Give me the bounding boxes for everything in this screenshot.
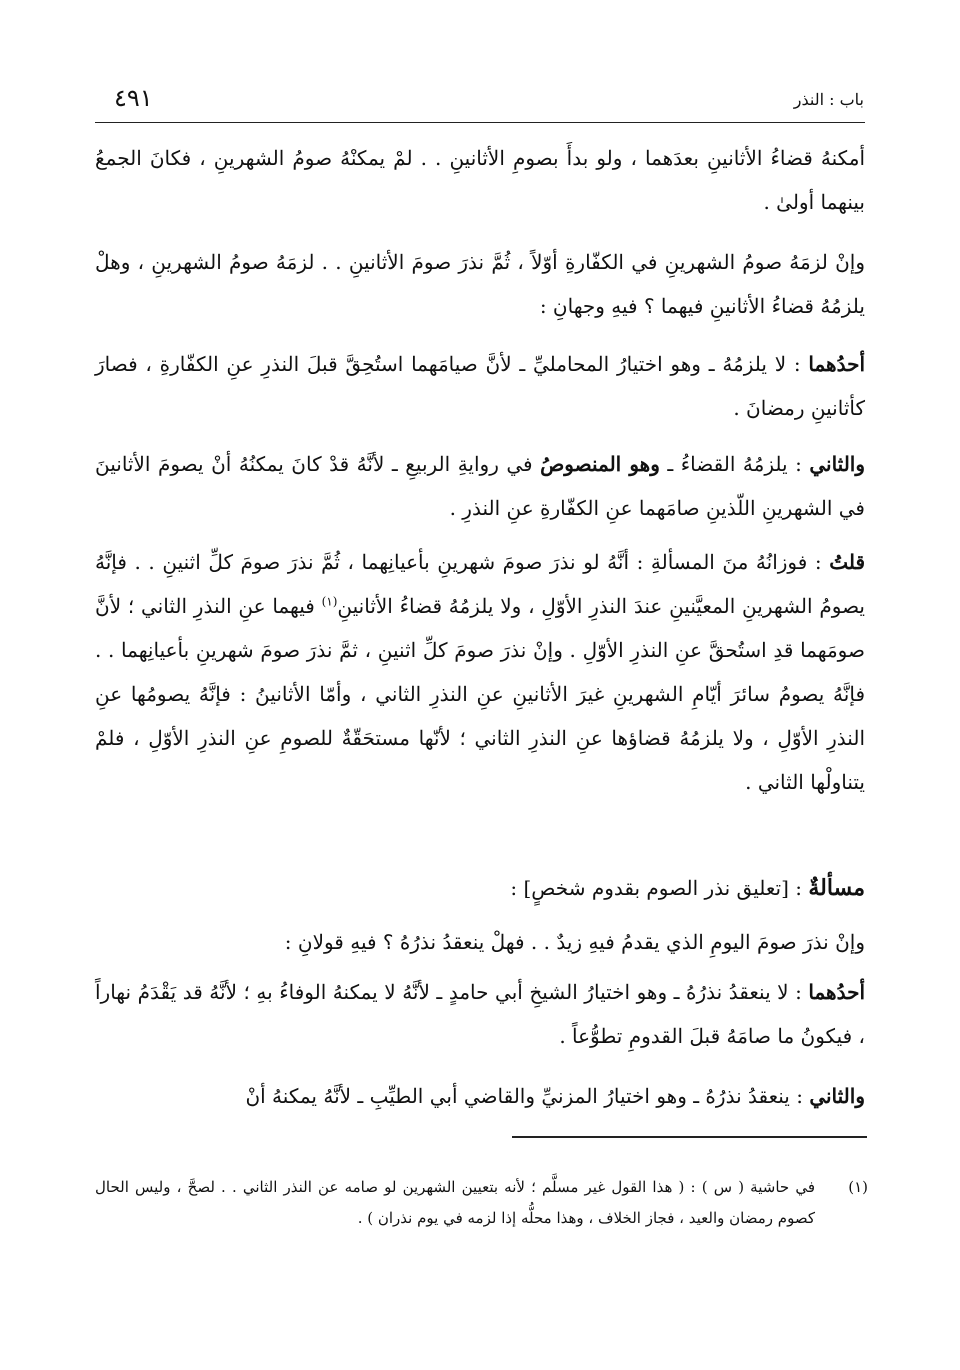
- paragraph-6: [95, 920, 865, 964]
- paragraph-8: [95, 1074, 865, 1118]
- paragraph-text: : يلزمُهُ القضاءُ ـ: [659, 452, 810, 476]
- paragraph-text-continued: في روايةِ الربيعِ ـ لأنَّهُ قدْ كانَ يمكنُهُ أنْ يصومَ الأثانينَ في الشهرينِ اللّذينِ صامَهما عنِ الكفّارةِ عنِ النذرِ .: [95, 452, 865, 520]
- paragraph-1: [95, 136, 865, 224]
- paragraph-text: وإنْ نذرَ صومَ اليومِ الذي يقدمُ فيهِ زيدٌ . . فهلْ ينعقدُ نذرُهُ ؟ فيهِ قولانِ :: [284, 930, 865, 954]
- paragraph-4: [95, 442, 865, 530]
- paragraph-lead: أحدُهما: [808, 980, 865, 1004]
- chapter-heading: باب : النذر: [793, 90, 864, 109]
- header-rule: [95, 122, 865, 123]
- paragraph-lead: أحدُهما: [808, 352, 865, 376]
- footnote-reference[interactable]: (١): [321, 594, 338, 609]
- masala-title: : [تعليق نذر الصوم بقدوم شخصٍ] :: [510, 876, 809, 900]
- masala-heading: [95, 866, 865, 910]
- paragraph-2: [95, 240, 865, 328]
- page-number: ٤٩١: [114, 84, 153, 112]
- paragraph-lead: قلتُ: [829, 550, 866, 574]
- paragraph-5: [95, 540, 865, 804]
- paragraph-lead: والثاني: [809, 452, 866, 476]
- paragraph-text: : لا ينعقدُ نذرُهُ ـ وهو اختيارُ الشيخِ أبي حامدٍ ـ لأنَّهُ لا يمكنهُ الوفاءُ بهِ ؛ لأنَّهُ قد يَقْدَمُ نهاراً ، فيكونُ ما صامَهُ قبلَ القدومِ تطوُّعاً .: [95, 980, 865, 1048]
- paragraph-text: أمكنهُ قضاءُ الأثانينِ بعدَهما ، ولو بدأَ بصومِ الأثانينِ . . لمْ يمكنْهُ صومُ الشهرينِ ، فكانَ الجمعُ بينهما أولىٰ .: [95, 146, 865, 214]
- paragraph-text-continued: فيهما عنِ النذرِ الثاني ؛ لأنَّ صومَهما قدِ استُحقَّ عنِ النذرِ الأوّلِ . وإنْ نذرَ صومَ كلِّ اثنينِ ، ثمَّ نذرَ صومَ شهرينِ بأعيانِهما . . فإنَّهُ يصومُ سائرَ أيّامِ الشهرينِ غيرَ الأثانينِ عنِ النذرِ الثاني ، وأمّا الأثانينُ : فإنَّهُ يصومُها عنِ النذرِ الأوّلِ ، ولا يلزمُهُ قضاؤها عنِ النذرِ الثاني ؛ لأنّها مستحَقّةٌ للصومِ عنِ النذرِ الأوّلِ ، فلمْ يتناولْها الثاني .: [95, 594, 865, 794]
- paragraph-lead: والثاني: [809, 1084, 865, 1108]
- footnote-rule: [512, 1136, 867, 1138]
- paragraph-text: : ينعقدُ نذرُهُ ـ وهو اختيارُ المزنيِّ والقاضي أبي الطيِّبِ ـ لأنَّهُ يمكنهُ أنْ: [245, 1084, 810, 1108]
- paragraph-emphasis: وهو المنصوصُ: [540, 452, 660, 476]
- masala-label: مسألةٌ: [808, 875, 865, 901]
- paragraph-text: : فوزانُهُ منَ المسألةِ : أنَّهُ لو نذرَ صومَ شهرينِ بأعيانِهما ، ثُمَّ نذرَ صومَ كلِّ اثنينِ . . فإنَّهُ يصومُ الشهرينِ المعيَّنينِ عندَ النذرِ الأوّلِ ، ولا يلزمُهُ قضاءُ الأثانينِ: [95, 550, 865, 618]
- paragraph-text: : لا يلزمُهُ ـ وهو اختيارُ المحامليِّ ـ لأنَّ صيامَهما استُحِقَّ قبلَ النذرِ عنِ الكفّارةِ ، فصارَ كأثانينِ رمضانَ .: [95, 352, 865, 420]
- footnote-marker: (١): [848, 1178, 868, 1196]
- paragraph-7: [95, 970, 865, 1058]
- paragraph-3: [95, 342, 865, 430]
- paragraph-text: وإنْ لزمَهُ صومُ الشهرينِ في الكفّارةِ أوّلاً ، ثُمَّ نذرَ صومَ الأثانينِ . . لزمَهُ صومُ الشهرينِ ، وهلْ يلزمُهُ قضاءُ الأثانينِ فيهما ؟ فيهِ وجهانِ :: [95, 250, 865, 318]
- footnote-text: في حاشية ( س ) : ( هذا القول غير مسلَّم ؛ لأنه بتعيين الشهرين لو صامه عن النذر الثاني . . لصحَّ ، وليس الحال كصوم رمضان والعيد ، فجاز الخلاف ، وهذا محلُّه إذا لزمه في يوم نذران ) .: [95, 1178, 815, 1227]
